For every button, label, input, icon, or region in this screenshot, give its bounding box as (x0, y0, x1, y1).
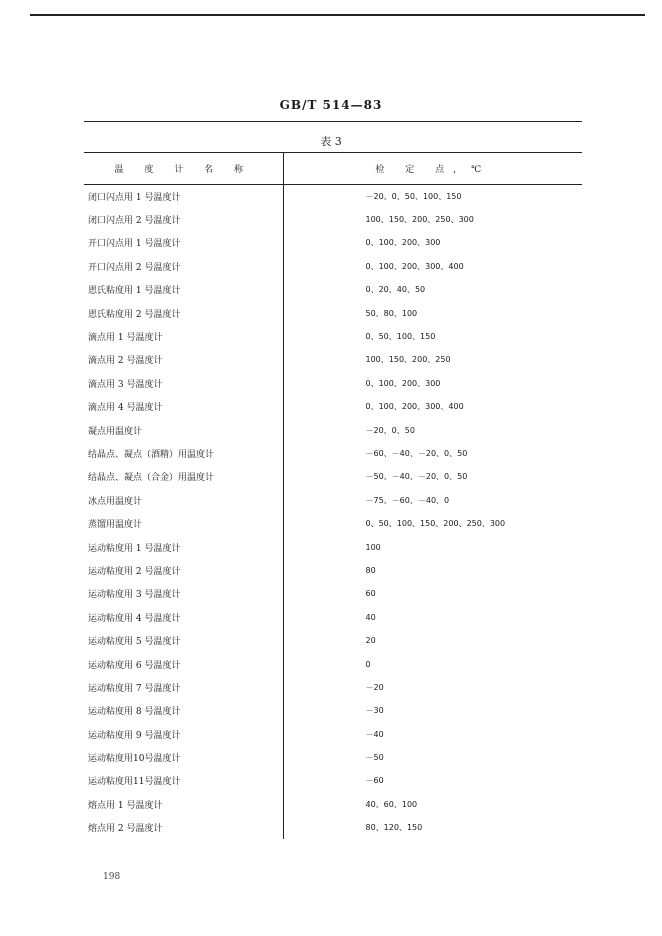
calibration-points-cell: 80 (365, 565, 376, 575)
calibration-points-cell: 0、50、100、150 (365, 332, 436, 342)
table-body (84, 185, 582, 840)
table-row (84, 372, 582, 395)
thermometer-name-cell: 滴点用 2 号温度计 (84, 348, 283, 371)
top-border-rule (30, 14, 645, 16)
thermometer-name-cell: 闭口闪点用 1 号温度计 (84, 185, 283, 208)
calibration-points-cell: 0、100、200、300 (365, 238, 441, 248)
thermometer-name-cell: 运动粘度用 8 号温度计 (84, 699, 283, 722)
calibration-points-cell: －40 (365, 729, 384, 739)
table-row (84, 489, 582, 512)
thermometer-name-cell: 运动粘度用 2 号温度计 (84, 559, 283, 582)
table-row (84, 699, 582, 722)
calibration-points-cell: 0、50、100、150、200、250、300 (365, 519, 506, 529)
calibration-points-cell: 0、20、40、50 (365, 285, 426, 295)
calibration-points-cell: 100 (365, 542, 381, 552)
table-header-row (84, 153, 582, 185)
table-row (84, 722, 582, 745)
table-row (84, 512, 582, 535)
thermometer-name-cell: 滴点用 1 号温度计 (84, 325, 283, 348)
table-row (84, 769, 582, 792)
thermometer-name-cell: 运动粘度用11号温度计 (84, 769, 283, 792)
table-row (84, 652, 582, 675)
thermometer-name-cell: 凝点用温度计 (84, 418, 283, 441)
calibration-points-cell: －50、－40、－20、0、50 (365, 472, 468, 482)
table-row (84, 301, 582, 324)
table-row (84, 559, 582, 582)
calibration-points-cell: －20、0、50、100、150 (365, 191, 462, 201)
thermometer-name-cell: 开口闪点用 1 号温度计 (84, 231, 283, 254)
table-row (84, 746, 582, 769)
table-row (84, 185, 582, 208)
calibration-points-cell: 20 (365, 636, 376, 646)
page-number: 198 (103, 872, 121, 882)
table-row (84, 348, 582, 371)
calibration-points-cell: －20 (365, 682, 384, 692)
thermometer-name-cell: 滴点用 3 号温度计 (84, 372, 283, 395)
table-row (84, 582, 582, 605)
calibration-points-cell: －60、－40、－20、0、50 (365, 448, 468, 458)
calibration-points-cell: 60 (365, 589, 376, 599)
thermometer-name-cell: 运动粘度用 4 号温度计 (84, 606, 283, 629)
table-row (84, 442, 582, 465)
calibration-points-cell: 40 (365, 612, 376, 622)
thermometer-table-container (84, 152, 582, 839)
table-row (84, 816, 582, 839)
table-row (84, 793, 582, 816)
thermometer-name-cell: 运动粘度用 6 号温度计 (84, 652, 283, 675)
column-header-points: 检 定 点，℃ (283, 153, 582, 185)
table-row (84, 255, 582, 278)
thermometer-name-cell: 运动粘度用 5 号温度计 (84, 629, 283, 652)
thermometer-name-cell: 闭口闪点用 2 号温度计 (84, 208, 283, 231)
table-row (84, 629, 582, 652)
table-row (84, 231, 582, 254)
calibration-points-cell: 80、120、150 (365, 823, 423, 833)
calibration-points-cell: －60 (365, 776, 384, 786)
calibration-points-cell: 0、100、200、300、400 (365, 261, 464, 271)
thermometer-name-cell: 运动粘度用10号温度计 (84, 746, 283, 769)
thermometer-name-cell: 蒸馏用温度计 (84, 512, 283, 535)
thermometer-name-cell: 熔点用 1 号温度计 (84, 793, 283, 816)
table-row (84, 418, 582, 441)
thermometer-name-cell: 冰点用温度计 (84, 489, 283, 512)
calibration-points-cell: －75、－60、－40、0 (365, 495, 450, 505)
table-caption: 表 3 (320, 135, 342, 148)
calibration-points-cell: 0、100、200、300、400 (365, 402, 464, 412)
table-row (84, 395, 582, 418)
thermometer-name-cell: 熔点用 2 号温度计 (84, 816, 283, 839)
thermometer-name-cell: 结晶点、凝点（合金）用温度计 (84, 465, 283, 488)
thermometer-name-cell: 滴点用 4 号温度计 (84, 395, 283, 418)
calibration-points-cell: －30 (365, 706, 384, 716)
thermometer-name-cell: 恩氏粘度用 1 号温度计 (84, 278, 283, 301)
calibration-points-cell: 40、60、100 (365, 799, 418, 809)
table-row (84, 676, 582, 699)
thermometer-name-cell: 运动粘度用 1 号温度计 (84, 535, 283, 558)
calibration-points-cell: 50、80、100 (365, 308, 418, 318)
standard-id-header: GB/T 514—83 (279, 98, 383, 112)
thermometer-name-cell: 开口闪点用 2 号温度计 (84, 255, 283, 278)
table-row (84, 606, 582, 629)
thermometer-name-cell: 运动粘度用 7 号温度计 (84, 676, 283, 699)
thermometer-table (84, 152, 582, 839)
table-row (84, 465, 582, 488)
calibration-points-cell: －20、0、50 (365, 425, 415, 435)
calibration-points-cell: 100、150、200、250、300 (365, 215, 474, 225)
table-row (84, 325, 582, 348)
table-row (84, 278, 582, 301)
thermometer-name-cell: 运动粘度用 9 号温度计 (84, 722, 283, 745)
table-row (84, 535, 582, 558)
calibration-points-cell: 100、150、200、250 (365, 355, 451, 365)
calibration-points-cell: －50 (365, 753, 384, 763)
header-rule (84, 121, 582, 122)
column-header-name: 温 度 计 名 称 (84, 153, 283, 185)
table-row (84, 208, 582, 231)
calibration-points-cell: 0 (365, 659, 371, 669)
thermometer-name-cell: 运动粘度用 3 号温度计 (84, 582, 283, 605)
thermometer-name-cell: 结晶点、凝点（酒精）用温度计 (84, 442, 283, 465)
thermometer-name-cell: 恩氏粘度用 2 号温度计 (84, 301, 283, 324)
calibration-points-cell: 0、100、200、300 (365, 378, 441, 388)
